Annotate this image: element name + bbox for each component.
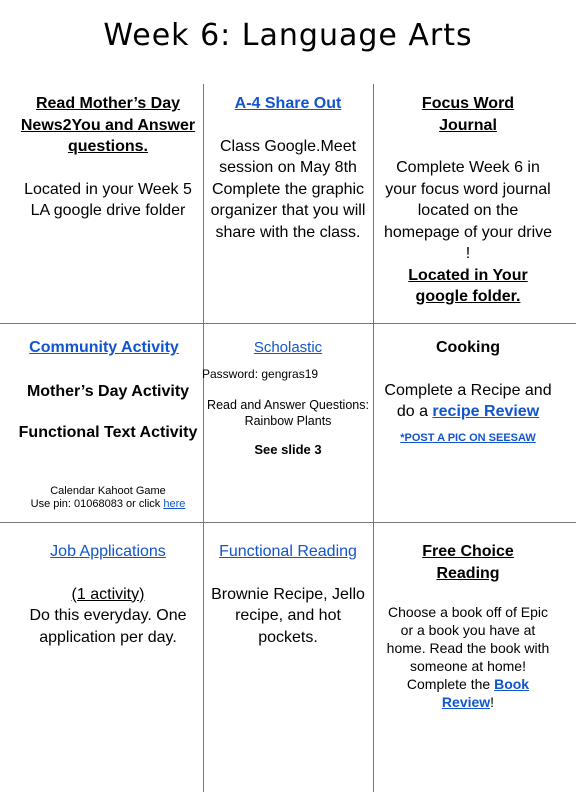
recipe-review-link[interactable]: recipe Review — [432, 403, 540, 420]
share-out-link[interactable]: A-4 Share Out — [234, 95, 342, 112]
job-applications-link[interactable]: Job Applications — [50, 543, 166, 560]
cooking-body-text: Complete a Recipe and do a — [384, 381, 552, 420]
cell-body: Class Google.Meet session on May 8th Complete the graphic organizer that you will share with the class. — [210, 137, 366, 241]
cell-heading: Cooking — [436, 339, 500, 356]
cell-focus-word-journal — [383, 93, 553, 308]
cell-scholastic — [202, 337, 370, 460]
activity-count: (1 activity) — [71, 585, 145, 603]
cell-body: Brownie Recipe, Jello recipe, and hot pockets. — [211, 585, 365, 646]
cell-footer: Located in Your google folder. — [408, 266, 528, 305]
cell-body: Located in your Week 5 LA google drive folder — [24, 180, 192, 219]
grid-divider — [0, 323, 576, 324]
free-reading-end: ! — [490, 694, 495, 710]
kahoot-note — [16, 485, 200, 511]
cell-body: Read and Answer Questions: Rainbow Plants — [207, 397, 369, 428]
kahoot-line-1: Calendar Kahoot Game — [50, 485, 166, 497]
book-review-link[interactable]: Book Review — [441, 676, 530, 710]
cell-body — [383, 603, 553, 711]
functional-text-activity: Functional Text Activity — [18, 424, 198, 441]
grid-divider — [0, 522, 576, 523]
grid-divider — [203, 84, 204, 792]
slide-reference: See slide 3 — [254, 441, 322, 457]
cell-free-choice-reading — [383, 541, 553, 711]
seesaw-post-link[interactable]: *POST A PIC ON SEESAW — [400, 431, 536, 444]
kahoot-pin-text: Use pin: 01068083 or click — [30, 498, 161, 510]
cell-news2you — [16, 93, 200, 222]
functional-reading-link[interactable]: Functional Reading — [219, 543, 357, 560]
kahoot-link[interactable]: here — [163, 498, 186, 510]
cell-community-activity — [16, 337, 200, 444]
scholastic-link[interactable]: Scholastic — [253, 339, 323, 356]
cell-share-out — [206, 93, 370, 243]
mothers-day-activity: Mother’s Day Activity — [26, 382, 190, 400]
kahoot-line-2 — [16, 498, 200, 511]
free-reading-text: Choose a book off of Epic or a book you have at home. Read the book with someone at home! Complete the — [386, 604, 550, 692]
cell-body: Complete Week 6 in your focus word journal located on the homepage of your drive ! — [383, 159, 553, 262]
cell-heading: Focus Word Journal — [421, 95, 515, 134]
page-title: Week 6: Language Arts — [103, 18, 473, 53]
cell-functional-reading — [206, 541, 370, 648]
cell-job-applications — [16, 541, 200, 648]
cell-heading: Read Mother’s Day News2You and Answer questions. — [20, 95, 196, 155]
password-text: Password: gengras19 — [202, 366, 319, 381]
cell-body: Do this everyday. One application per day. — [29, 607, 187, 646]
community-activity-link[interactable]: Community Activity — [29, 339, 179, 356]
cell-cooking — [383, 337, 553, 446]
cell-heading: Free Choice Reading — [422, 543, 514, 582]
cell-body — [383, 380, 553, 423]
grid-divider — [373, 84, 374, 792]
